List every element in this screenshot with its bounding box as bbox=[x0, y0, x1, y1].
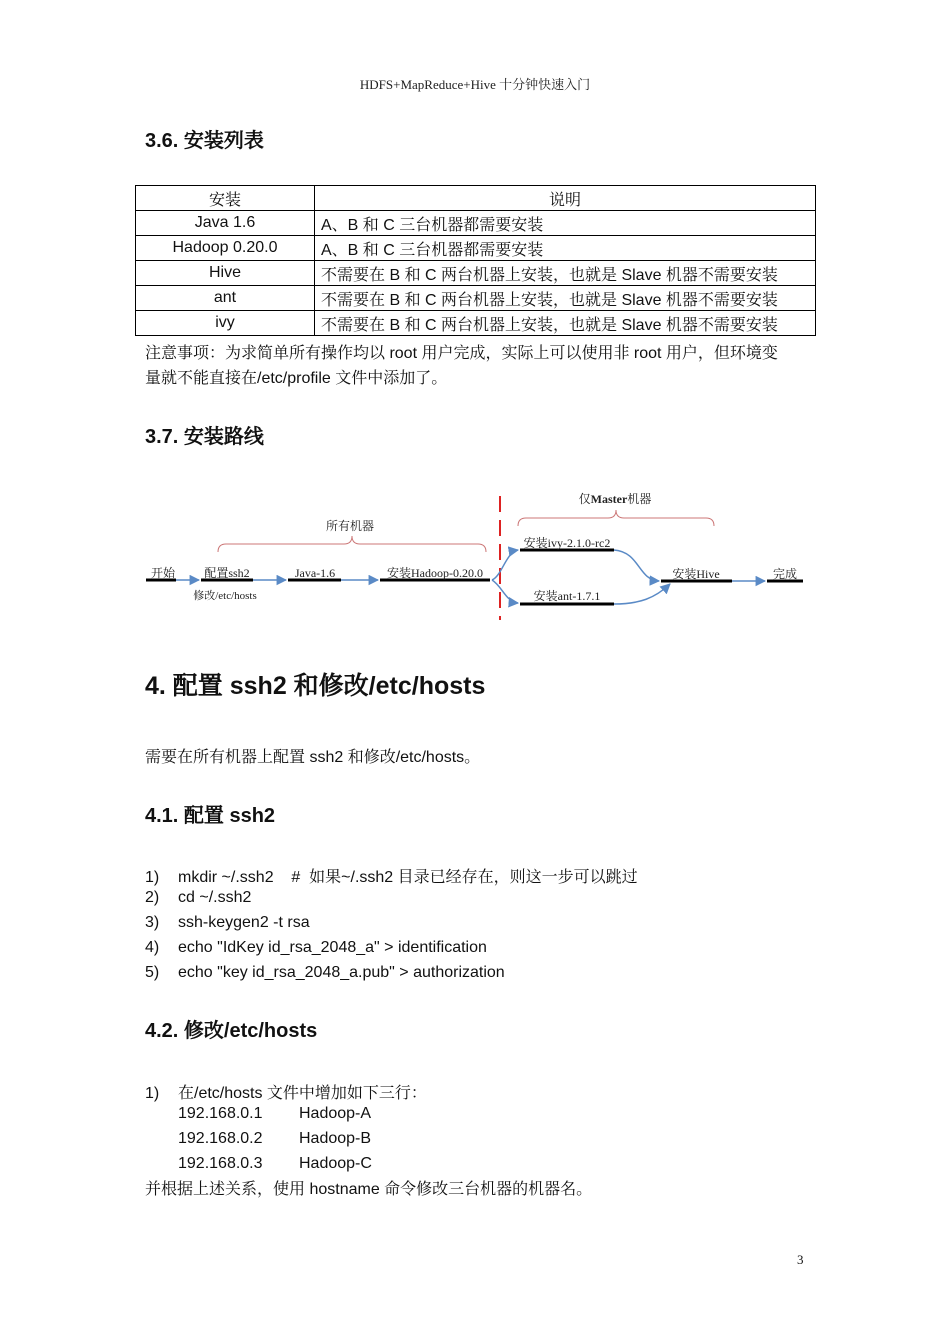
list-item bbox=[145, 964, 505, 982]
list-number: 1) bbox=[145, 1085, 160, 1102]
brace-all-machines bbox=[218, 536, 486, 552]
node-label-java: Java-1.6 bbox=[294, 566, 336, 580]
list-text: ssh-keygen2 -t rsa bbox=[178, 914, 310, 931]
note-line-2: 量就不能直接在/etc/profile 文件中添加了。 bbox=[145, 370, 448, 387]
note-line-1: 注意事项：为求简单所有操作均以 root 用户完成，实际上可以使用非 root 用户，但环境变 bbox=[145, 345, 778, 362]
hosts-entry bbox=[178, 1105, 371, 1123]
host-ip: 192.168.0.2 bbox=[178, 1130, 263, 1147]
list-item bbox=[145, 1080, 427, 1103]
table-cell: Hive bbox=[136, 261, 315, 286]
list-number: 3) bbox=[145, 914, 160, 931]
list-number: 1) bbox=[145, 869, 160, 886]
table-header-cell: 说明 bbox=[315, 186, 816, 211]
label-master-only: 仅Master机器 bbox=[578, 492, 652, 506]
node-label-done: 完成 bbox=[772, 567, 798, 581]
node-label-start: 开始 bbox=[150, 566, 176, 580]
list-text: cd ~/.ssh2 bbox=[178, 889, 252, 906]
node-label-ssh2: 配置ssh2 bbox=[204, 566, 250, 580]
hosts-entry bbox=[178, 1155, 372, 1173]
node-sublabel-hosts: 修改/etc/hosts bbox=[193, 590, 257, 602]
list-text: echo "IdKey id_rsa_2048_a" > identification bbox=[178, 939, 487, 956]
table-row bbox=[136, 211, 816, 236]
brace-master-only bbox=[518, 510, 714, 526]
table-cell: 不需要在 B 和 C 两台机器上安装，也就是 Slave 机器不需要安装 bbox=[315, 286, 816, 311]
list-number: 5) bbox=[145, 964, 160, 981]
host-name: Hadoop-A bbox=[299, 1105, 372, 1122]
section-heading-3-7: 3.7. 安装路线 bbox=[145, 426, 264, 448]
host-name: Hadoop-B bbox=[299, 1130, 372, 1147]
table-cell: 不需要在 B 和 C 两台机器上安装，也就是 Slave 机器不需要安装 bbox=[315, 261, 816, 286]
table-cell: ivy bbox=[136, 311, 315, 336]
node-label-hive: 安装Hive bbox=[672, 567, 720, 581]
label-all-machines: 所有机器 bbox=[325, 519, 375, 533]
section-heading-4-2: 4.2. 修改/etc/hosts bbox=[145, 1020, 318, 1042]
list-text: 在/etc/hosts 文件中增加如下三行： bbox=[178, 1085, 427, 1102]
table-cell: Java 1.6 bbox=[136, 211, 315, 236]
list-number: 4) bbox=[145, 939, 160, 956]
table-cell: ant bbox=[136, 286, 315, 311]
arrow-hadoop-ant bbox=[492, 580, 518, 603]
table-cell: 不需要在 B 和 C 两台机器上安装，也就是 Slave 机器不需要安装 bbox=[315, 311, 816, 336]
table-header-cell: 安装 bbox=[136, 186, 315, 211]
table-row bbox=[136, 261, 816, 286]
section-4-2-closing: 并根据上述关系，使用 hostname 命令修改三台机器的机器名。 bbox=[145, 1181, 593, 1198]
table-row bbox=[136, 311, 816, 336]
node-label-ant: 安装ant-1.7.1 bbox=[533, 589, 601, 603]
section-heading-4: 4. 配置 ssh2 和修改/etc/hosts bbox=[145, 672, 486, 700]
page-number: 3 bbox=[797, 1252, 804, 1267]
arrow-hadoop-ivy bbox=[492, 550, 518, 580]
list-text: mkdir ~/.ssh2 # 如果~/.ssh2 目录已经存在，则这一步可以跳过 bbox=[178, 869, 638, 886]
list-item bbox=[145, 889, 251, 907]
list-item bbox=[145, 864, 638, 887]
table-row bbox=[136, 236, 816, 261]
table-row bbox=[136, 286, 816, 311]
node-label-hadoop: 安装Hadoop-0.20.0 bbox=[387, 566, 483, 580]
table-cell: Hadoop 0.20.0 bbox=[136, 236, 315, 261]
install-route-diagram bbox=[0, 480, 950, 630]
host-ip: 192.168.0.1 bbox=[178, 1105, 263, 1122]
host-name: Hadoop-C bbox=[299, 1155, 372, 1172]
table-cell: A、B 和 C 三台机器都需要安装 bbox=[315, 211, 816, 236]
table-header-row bbox=[136, 186, 816, 211]
running-header: HDFS+MapReduce+Hive 十分钟快速入门 bbox=[359, 77, 591, 92]
table-cell: A、B 和 C 三台机器都需要安装 bbox=[315, 236, 816, 261]
list-item bbox=[145, 939, 487, 957]
list-number: 2) bbox=[145, 889, 160, 906]
host-ip: 192.168.0.3 bbox=[178, 1155, 263, 1172]
list-item bbox=[145, 914, 310, 932]
section-heading-4-1: 4.1. 配置 ssh2 bbox=[145, 805, 276, 827]
list-text: echo "key id_rsa_2048_a.pub" > authorization bbox=[178, 964, 505, 981]
install-table bbox=[135, 185, 816, 336]
node-label-ivy: 安装ivy-2.1.0-rc2 bbox=[523, 536, 611, 550]
arrow-ant-hive bbox=[614, 584, 670, 604]
arrow-ivy-hive bbox=[614, 550, 659, 581]
section-4-intro: 需要在所有机器上配置 ssh2 和修改/etc/hosts。 bbox=[145, 749, 481, 766]
hosts-entry bbox=[178, 1130, 371, 1148]
section-heading-3-6: 3.6. 安装列表 bbox=[145, 130, 264, 152]
